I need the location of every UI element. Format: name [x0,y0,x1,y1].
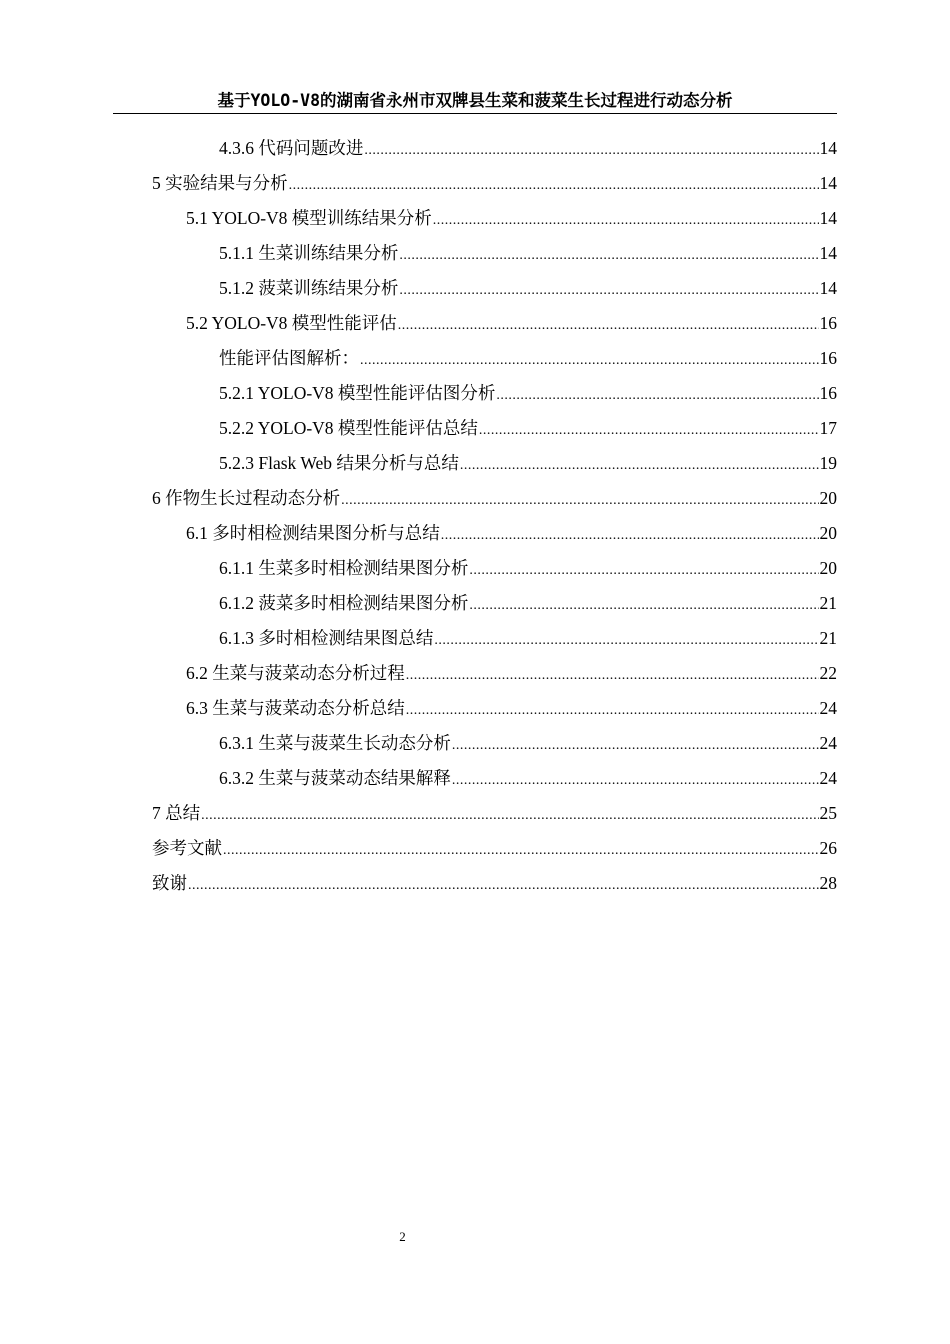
toc-entry-page: 14 [819,278,837,298]
toc-dot-leader [399,238,818,273]
toc-entry-title: 6.2 生菜与菠菜动态分析过程 [186,663,405,683]
toc-entry[interactable] [152,831,837,866]
toc-dot-leader [188,868,819,903]
toc-entry-page: 19 [819,453,837,473]
toc-entry-page: 28 [819,873,837,893]
toc-dot-leader [364,133,818,168]
toc-entry-page: 22 [819,663,837,683]
toc-entry[interactable] [186,201,837,236]
toc-dot-leader [496,378,818,413]
toc-entry-page: 14 [819,243,837,263]
toc-entry-page: 17 [819,418,837,438]
toc-entry-page: 26 [819,838,837,858]
toc-entry-title: 4.3.6 代码问题改进 [219,138,364,158]
toc-entry[interactable] [186,656,837,691]
toc-entry-title: 7 总结 [152,803,201,823]
toc-entry-title: 6.1.2 菠菜多时相检测结果图分析 [219,593,469,613]
toc-dot-leader [452,763,819,798]
toc-entry-page: 16 [819,348,837,368]
toc-entry-title: 5.2 YOLO-V8 模型性能评估 [186,313,397,333]
toc-entry-page: 25 [819,803,837,823]
toc-entry-page: 14 [819,138,837,158]
toc-entry-page: 24 [819,698,837,718]
toc-entry[interactable] [219,761,837,796]
toc-entry-title: 致谢 [152,873,187,893]
toc-dot-leader [460,448,819,483]
toc-entry-title: 5.2.2 YOLO-V8 模型性能评估总结 [219,418,478,438]
page-number: 2 [399,1229,406,1244]
toc-dot-leader [289,168,819,203]
toc-entry[interactable] [219,131,837,166]
toc-entry-title: 5.2.1 YOLO-V8 模型性能评估图分析 [219,383,496,403]
toc-dot-leader [433,203,819,238]
toc-entry[interactable] [219,341,837,376]
toc-entry-page: 24 [819,768,837,788]
toc-entry[interactable] [186,516,837,551]
toc-dot-leader [399,273,818,308]
toc-entry-title: 5.1.2 菠菜训练结果分析 [219,278,399,298]
toc-entry[interactable] [219,446,837,481]
toc-entry[interactable] [219,726,837,761]
toc-dot-leader [341,483,818,518]
toc-entry-page: 20 [819,523,837,543]
toc-entry-title: 5.2.3 Flask Web 结果分析与总结 [219,453,459,473]
toc-entry-title: 6.3.1 生菜与菠菜生长动态分析 [219,733,451,753]
toc-entry-title: 性能评估图解析： [219,348,359,368]
toc-dot-leader [469,588,818,623]
toc-dot-leader [223,833,819,868]
toc-dot-leader [406,658,819,693]
toc-entry-title: 6.3 生菜与菠菜动态分析总结 [186,698,405,718]
toc-dot-leader [398,308,819,343]
toc-entry-page: 21 [819,628,837,648]
toc-entry-page: 14 [819,208,837,228]
toc-entry-page: 14 [819,173,837,193]
toc-entry-title: 6.3.2 生菜与菠菜动态结果解释 [219,768,451,788]
toc-entry[interactable] [186,691,837,726]
toc-entry[interactable] [152,481,837,516]
toc-entry-title: 5.1 YOLO-V8 模型训练结果分析 [186,208,432,228]
toc-entry-page: 16 [819,313,837,333]
toc-entry[interactable] [219,236,837,271]
toc-entry[interactable] [219,586,837,621]
toc-entry-page: 16 [819,383,837,403]
toc-dot-leader [434,623,818,658]
toc-entry[interactable] [152,866,837,901]
toc-dot-leader [452,728,819,763]
toc-entry-title: 参考文献 [152,838,222,858]
toc-entry-page: 20 [819,558,837,578]
toc-entry-title: 5 实验结果与分析 [152,173,288,193]
toc-entry[interactable] [152,166,837,201]
toc-dot-leader [479,413,819,448]
toc-entry-title: 5.1.1 生菜训练结果分析 [219,243,399,263]
toc-entry[interactable] [219,551,837,586]
toc-dot-leader [406,693,819,728]
toc-entry-page: 20 [819,488,837,508]
header-divider [113,113,837,114]
toc-dot-leader [469,553,818,588]
toc-entry-page: 24 [819,733,837,753]
toc-entry[interactable] [219,271,837,306]
toc-entry-title: 6 作物生长过程动态分析 [152,488,341,508]
toc-entry-page: 21 [819,593,837,613]
toc-dot-leader [441,518,819,553]
toc-entry[interactable] [219,411,837,446]
toc-entry-title: 6.1.3 多时相检测结果图总结 [219,628,434,648]
toc-dot-leader [360,343,819,378]
running-header-title: 基于YOLO-V8的湖南省永州市双牌县生菜和菠菜生长过程进行动态分析 [217,91,733,110]
toc-entry[interactable] [219,376,837,411]
toc-entry-title: 6.1.1 生菜多时相检测结果图分析 [219,558,469,578]
toc-entry-title: 6.1 多时相检测结果图分析与总结 [186,523,440,543]
toc-entry[interactable] [152,796,837,831]
toc-entry[interactable] [219,621,837,656]
toc-entry[interactable] [186,306,837,341]
toc-dot-leader [201,798,818,833]
